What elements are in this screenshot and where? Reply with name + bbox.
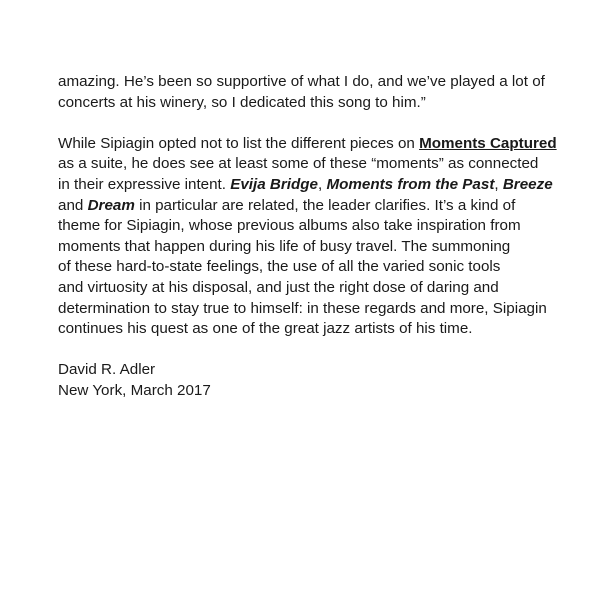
text-run: in particular are related, the leader clarifies. It’s a kind of	[134, 196, 516, 214]
song-title: Dream	[87, 196, 135, 214]
text-line	[58, 134, 578, 155]
text-line: of these hard-to-state feelings, the use of all the varied sonic tools	[58, 258, 501, 276]
text-line: and virtuosity at his disposal, and just the right dose of daring and	[58, 278, 499, 296]
text-run: and	[58, 196, 88, 214]
place-date: New York, March 2017	[58, 381, 211, 399]
paragraph-spacer	[58, 340, 578, 361]
signature-block	[58, 360, 578, 401]
text-line: continues his quest as one of the great jazz artists of his time.	[58, 320, 473, 338]
text-line: amazing. He’s been so supportive of what I do, and we’ve played a lot of	[58, 73, 545, 90]
text-run: ,	[318, 175, 327, 193]
text-line: moments that happen during his life of busy travel. The summoning	[58, 237, 511, 255]
album-title: Moments Captured	[419, 134, 557, 152]
text-line: theme for Sipiagin, whose previous albums also take inspiration from	[58, 217, 521, 235]
text-line	[58, 196, 578, 217]
text-run: ,	[494, 175, 503, 193]
text-run: While Sipiagin opted not to list the different pieces on	[58, 134, 420, 152]
song-title: Breeze	[502, 175, 553, 193]
author-name: David R. Adler	[58, 361, 156, 379]
song-title: Evija Bridge	[230, 175, 318, 193]
paragraph-body	[58, 134, 578, 340]
paragraph-quote-end	[58, 72, 578, 113]
text-line	[58, 175, 578, 196]
text-line: as a suite, he does see at least some of these “moments” as connected	[58, 155, 539, 173]
text-line: determination to stay true to himself: in these regards and more, Sipiagin	[58, 299, 547, 317]
document-page	[58, 72, 578, 402]
text-line: concerts at his winery, so I dedicated this song to him.”	[58, 93, 426, 111]
paragraph-spacer	[58, 113, 578, 134]
song-title: Moments from the Past	[326, 175, 495, 193]
text-run: in their expressive intent.	[58, 175, 231, 193]
